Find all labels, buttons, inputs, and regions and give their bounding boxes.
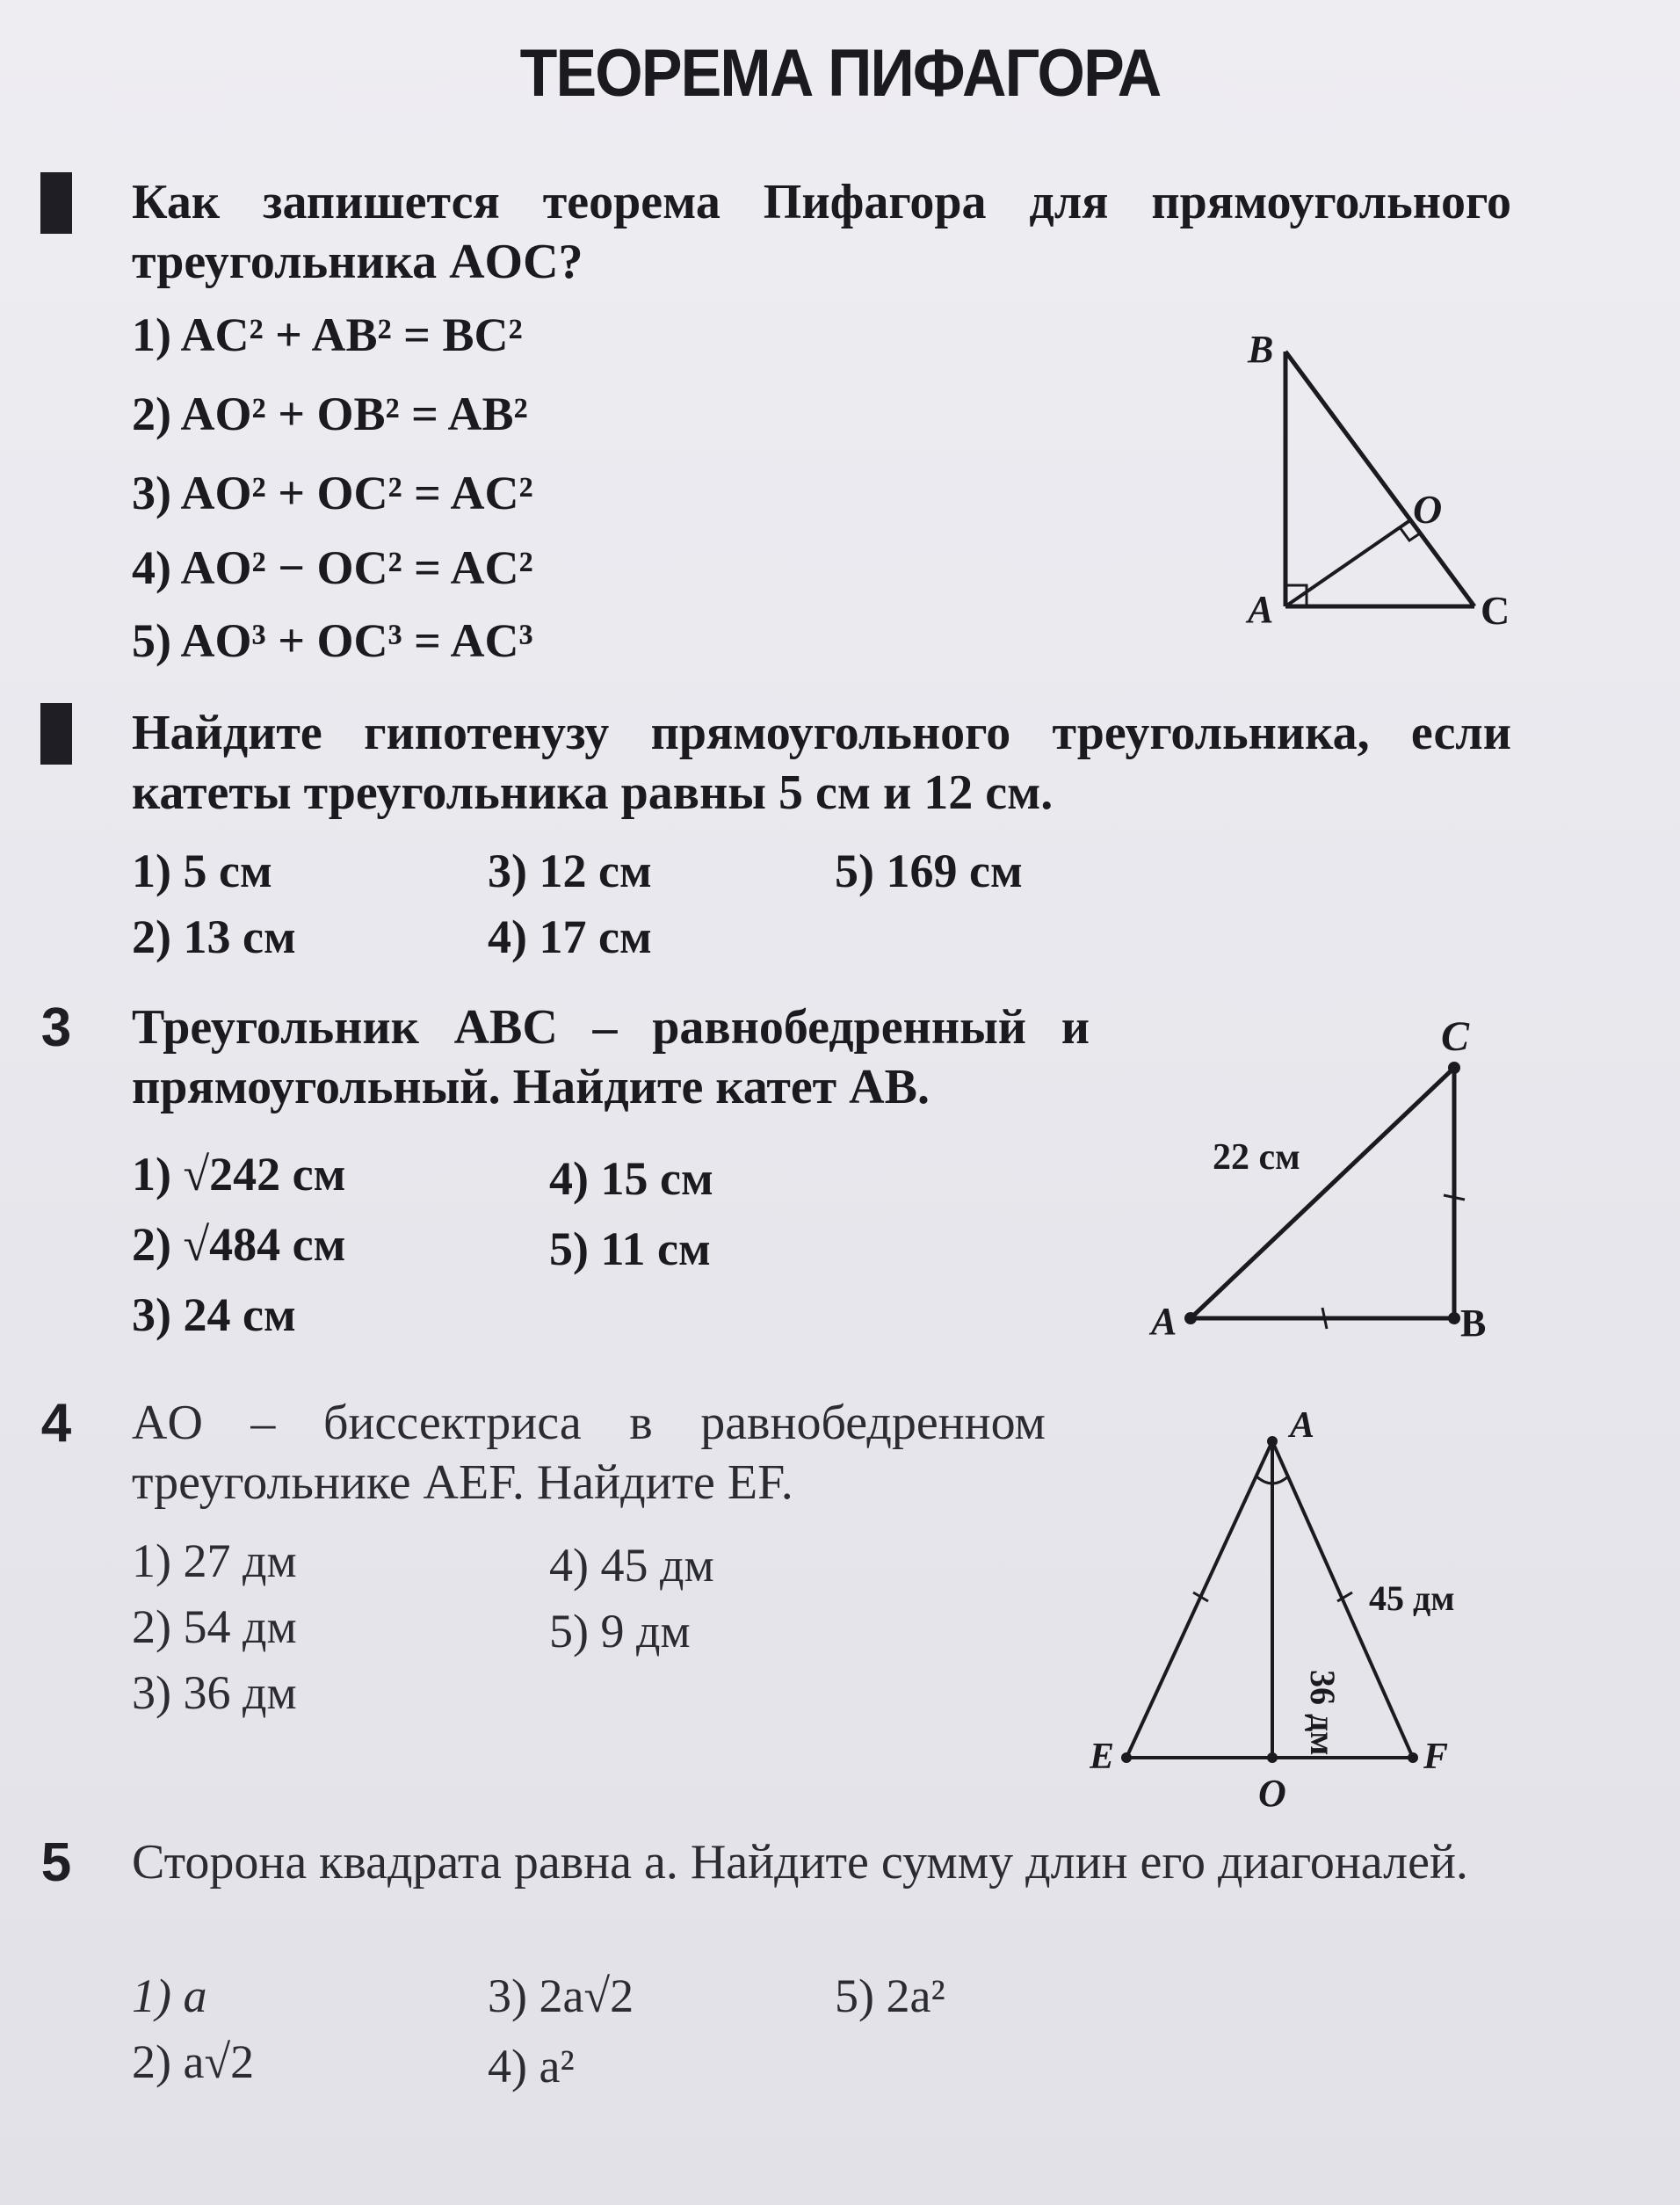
question-4-marker: 4 [40,1393,72,1454]
q1-label-c: C [1481,588,1510,633]
q1-option-4: 4) AO² − OC² = AC² [132,541,533,594]
q3-label-hypotenuse: 22 см [1213,1137,1300,1178]
q5-option-4: 4) a² [488,2040,575,2093]
question-5-text: Сторона квадрата равна a. Найдите сумму длин его диагоналей. [132,1835,1468,1889]
page-title: ТЕОРЕМА ПИФАГОРА [519,36,1161,111]
question-4-text: AO – биссектриса в равнобедренном треугольнике AEF. Найдите EF. [132,1396,1046,1511]
q3-option-5: 5) 11 см [549,1222,711,1275]
q3-label-b: B [1460,1302,1487,1345]
q4-option-2: 2) 54 дм [132,1600,297,1653]
q4-option-3: 3) 36 дм [132,1666,297,1719]
question-1-text: Как запишется теорема Пифагора для прямоугольного треугольника AOC? [132,175,1511,290]
question-2-marker [40,703,72,765]
q1-triangle-figure [1221,325,1520,642]
q4-triangle-figure [1090,1406,1511,1819]
q3-option-4: 4) 15 см [549,1152,713,1205]
q1-option-1: 1) AC² + AB² = BC² [132,308,523,361]
q4-option-5: 5) 9 дм [549,1605,691,1657]
q1-label-o: O [1413,487,1443,532]
q3-label-a: A [1151,1300,1177,1343]
question-3-text: Треугольник ABC – равнобедренный и прямоугольный. Найдите катет AB. [132,1000,1090,1115]
q2-option-1: 1) 5 см [132,845,272,897]
q4-label-f: F [1423,1737,1449,1777]
q1-label-b: B [1248,328,1274,371]
q5-option-3: 3) 2a√2 [488,1969,634,2022]
q1-option-2: 2) AO² + OB² = AB² [132,388,528,440]
q2-option-5: 5) 169 см [835,845,1023,897]
q4-label-a: A [1290,1406,1315,1446]
q4-option-1: 1) 27 дм [132,1534,297,1587]
question-1-marker [40,172,72,234]
q1-option-5: 5) AO³ + OC³ = AC³ [132,614,533,667]
q4-label-o: O [1258,1772,1286,1815]
q5-option-5: 5) 2a² [835,1969,945,2022]
q2-option-4: 4) 17 см [488,910,652,963]
q3-option-1: 1) √242 см [132,1148,346,1200]
q1-label-a: A [1248,588,1274,631]
q4-label-height: 36 дм [1303,1670,1343,1756]
q4-label-side: 45 дм [1369,1578,1455,1618]
q4-label-e: E [1090,1737,1115,1777]
question-2-text: Найдите гипотенузу прямоугольного треугольника, если катеты треугольника равны 5 см и 12 см. [132,706,1511,821]
q2-option-2: 2) 13 см [132,910,296,963]
q1-option-3: 3) AO² + OC² = AC² [132,467,533,519]
q3-label-c: C [1441,1013,1470,1060]
q4-option-4: 4) 45 дм [549,1539,714,1592]
question-3-marker: 3 [40,997,72,1058]
q5-option-2: 2) a√2 [132,2035,255,2088]
q5-option-1: 1) a [132,1969,207,2022]
question-5-marker: 5 [40,1832,72,1893]
q3-triangle-figure [1142,1011,1511,1362]
q3-option-3: 3) 24 см [132,1288,296,1341]
q2-option-3: 3) 12 см [488,845,652,897]
q3-option-2: 2) √484 см [132,1218,346,1271]
